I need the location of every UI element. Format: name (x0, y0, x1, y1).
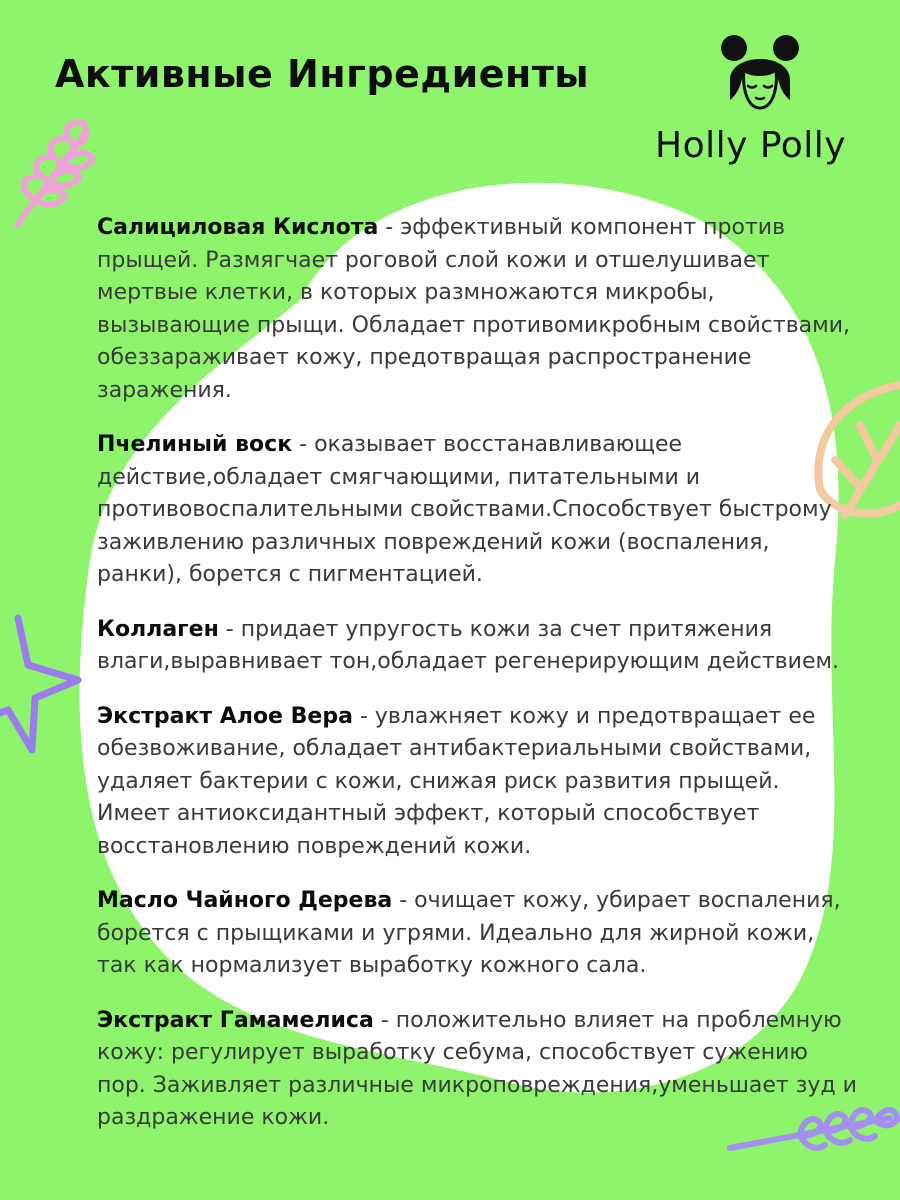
brand-logo (640, 30, 880, 180)
ingredient-item (97, 212, 857, 407)
brand-name: Holly Polly (655, 125, 847, 166)
ingredient-item (97, 429, 857, 592)
ingredient-description: - очищает кожу, убирает воспаления, борется с прыщиками и угрями. Идеально для жирной кожи, так как нормализует выработку кожного сала. (97, 888, 841, 978)
ingredient-name: Коллаген (97, 616, 219, 642)
ingredient-name: Салициловая Кислота (97, 215, 379, 240)
ingredients-list (97, 212, 857, 1151)
ingredient-item (97, 701, 857, 864)
page-title: Активные Ингредиенты (55, 52, 590, 96)
ingredient-name: Масло Чайного Дерева (97, 888, 393, 913)
ingredient-description: - положительно влияет на проблемную кожу: регулирует выработку себума, способствует сужению пор. Заживляет различные микроповреждения,уменьшает зуд и раздражение кожи. (97, 1007, 857, 1130)
ingredient-name: Экстракт Гамамелиса (97, 1007, 374, 1033)
ingredient-name: Экстракт Алое Вера (97, 703, 353, 729)
ingredient-name: Пчелиный воск (97, 432, 293, 457)
ingredient-item (97, 1005, 857, 1135)
girl-face-logo-icon (720, 30, 800, 115)
ingredient-item (97, 885, 857, 983)
ingredient-description: - увлажняет кожу и предотвращает ее обезвоживание, обладает антибактериальными свойствами, удаляет бактерии с кожи, снижая риск развития прыщей. Имеет антиоксидантный эффект, который способствует восстановлению повреждений кожи. (97, 703, 816, 859)
ingredient-item (97, 614, 857, 679)
star-purple-icon (0, 610, 90, 760)
ingredient-description: - эффективный компонент против прыщей. Размягчает роговой слой кожи и отшелушивает мертвые клетки, в которых размножаются микробы, вызывающие прыщи. Обладает противомикробным свойствами, обеззараживает кожу, предотвращая распространение заражения. (97, 215, 851, 403)
ingredient-description: - оказывает восстанавливающее действие,обладает смягчающими, питательными и противовоспалительными свойствами.Способствует быстрому заживлению различных повреждений кожи (воспаления, ранки), борется с пигментацией. (97, 432, 832, 587)
ingredient-description: - придает упругость кожи за счет притяжения влаги,выравнивает тон,обладает регенерирующим действием. (97, 616, 840, 674)
